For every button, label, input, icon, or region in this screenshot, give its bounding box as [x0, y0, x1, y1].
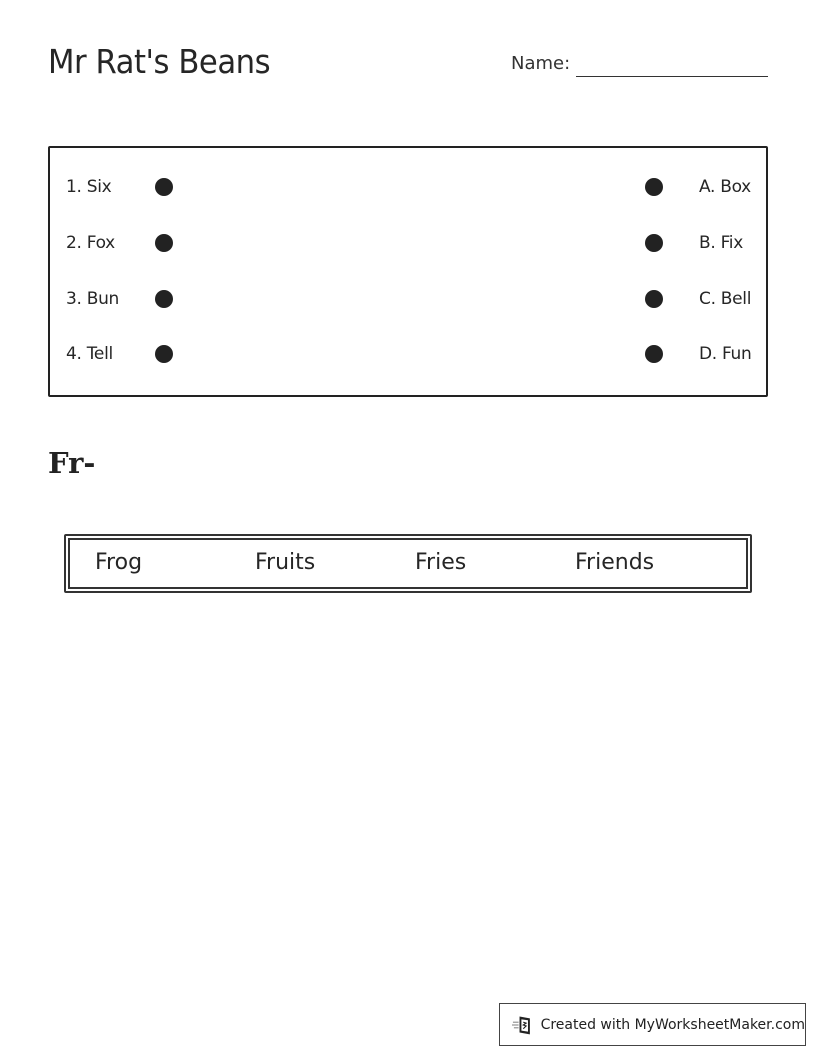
- worksheet-title: Mr Rat's Beans: [48, 42, 271, 81]
- worksheet-maker-logo-icon: [512, 1013, 535, 1037]
- word-bank-word: Friends: [575, 550, 655, 575]
- word-bank-inner-border: [68, 538, 748, 589]
- left-item-label: 3. Bun: [66, 289, 120, 309]
- left-connect-dot[interactable]: [155, 345, 173, 363]
- left-connect-dot[interactable]: [155, 178, 173, 196]
- right-connect-dot[interactable]: [645, 178, 663, 196]
- right-item-label: C. Bell: [699, 289, 752, 309]
- left-connect-dot[interactable]: [155, 290, 173, 308]
- right-item-label: A. Box: [699, 177, 751, 197]
- left-item-label: 4. Tell: [66, 344, 113, 364]
- match-row: [50, 342, 766, 366]
- footer-text: Created with MyWorksheetMaker.com: [540, 1016, 805, 1033]
- left-connect-dot[interactable]: [155, 234, 173, 252]
- match-row: [50, 287, 766, 311]
- match-row: [50, 175, 766, 199]
- right-connect-dot[interactable]: [645, 345, 663, 363]
- section-heading: Fr-: [48, 446, 96, 480]
- right-item-label: B. Fix: [699, 233, 743, 253]
- name-input-line[interactable]: [576, 76, 768, 77]
- footer-badge[interactable]: [499, 1003, 806, 1046]
- name-label: Name:: [511, 53, 571, 74]
- right-connect-dot[interactable]: [645, 234, 663, 252]
- matching-box: [48, 146, 768, 397]
- left-item-label: 2. Fox: [66, 233, 115, 253]
- right-connect-dot[interactable]: [645, 290, 663, 308]
- word-bank-word: Fries: [415, 550, 467, 575]
- left-item-label: 1. Six: [66, 177, 112, 197]
- word-bank-word: Fruits: [255, 550, 316, 575]
- match-row: [50, 231, 766, 255]
- right-item-label: D. Fun: [699, 344, 752, 364]
- word-bank-word: Frog: [95, 550, 143, 575]
- word-bank: [64, 534, 752, 593]
